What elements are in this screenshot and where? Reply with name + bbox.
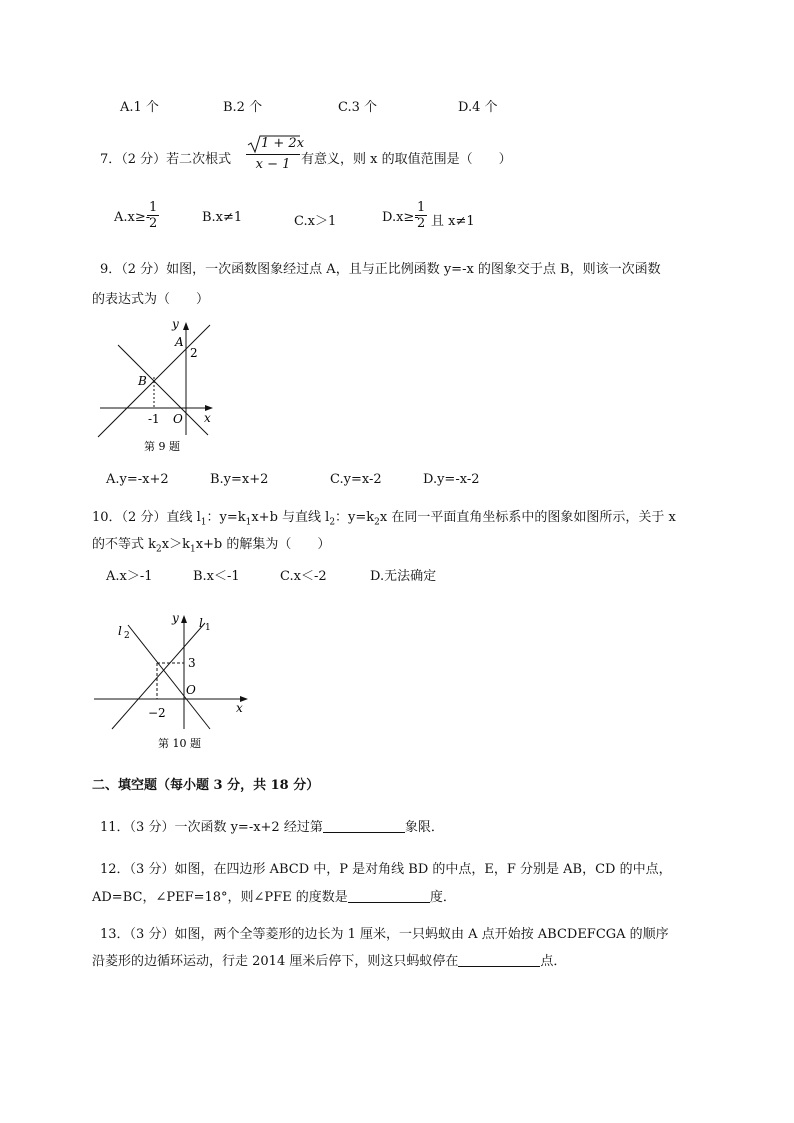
subscript: 1 [200, 517, 207, 528]
q7-radicand: 1 + 2x [261, 136, 305, 151]
subscript: 2 [374, 517, 380, 528]
q12-prefix: AD=BC，∠PEF=18°，则∠PFE 的度数是 [92, 890, 348, 905]
q13-line-2 [92, 950, 566, 969]
q7-denominator: x − 1 [255, 157, 291, 172]
q6-option-b: B.2 个 [223, 100, 263, 115]
q10-option-a: A.x＞-1 [106, 569, 153, 584]
fraction-numerator: 1 [149, 200, 158, 215]
q9-line-1: 9．（2 分）如图，一次函数图象经过点 A，且与正比例函数 y=-x 的图象交于点 B，则该一次函数 [100, 262, 661, 277]
subscript: 2 [156, 544, 162, 555]
q12-answer-blank[interactable] [348, 890, 430, 903]
q7-option-c: C.x＞1 [294, 214, 337, 229]
q9-label-2: 2 [190, 346, 198, 360]
q9-line-2: 的表达式为（ ） [92, 292, 210, 307]
q10-option-c: C.x＜-2 [280, 569, 327, 584]
q9-label-neg1: -1 [148, 412, 160, 426]
q10-label-neg2: −2 [148, 706, 166, 720]
q7-option-d: D.x≥- [382, 210, 419, 225]
q9-label-y: y [172, 317, 179, 331]
q10-option-d: D.无法确定 [370, 569, 437, 584]
fraction-denominator: 2 [149, 216, 158, 231]
subscript: 1 [245, 517, 252, 528]
q9-figure-caption: 第 9 题 [144, 440, 180, 453]
q12-line-1: 12．（3 分）如图，在四边形 ABCD 中，P 是对角线 BD 的中点，E，F 分别是 AB，CD 的中点， [100, 862, 672, 877]
q10-label-3: 3 [188, 656, 196, 670]
q9-label-b: B [138, 374, 147, 388]
q9-figure [96, 315, 226, 460]
q9-option-c: C.y=x-2 [330, 472, 382, 487]
q10-label-l1: l [199, 616, 203, 630]
y-axis-arrow-icon [183, 322, 189, 330]
q10-text: x 在同一平面直角坐标系中的图象如图所示，关于 x [379, 510, 676, 525]
q10-option-b: B.x＜-1 [193, 569, 240, 584]
q12-line-2 [92, 886, 456, 905]
q7-fraction [246, 134, 305, 172]
q9-option-d: D.y=-x-2 [423, 472, 480, 487]
q6-option-a: A.1 个 [120, 100, 159, 115]
q10-text: ：y=k [335, 510, 375, 525]
q10-label-o: O [186, 683, 196, 697]
q10-figure [90, 605, 255, 755]
q7-option-b: B.x≠1 [202, 210, 243, 225]
q9-label-a: A [175, 335, 184, 349]
subscript: 2 [329, 517, 336, 528]
q10-figure-caption: 第 10 题 [158, 737, 201, 750]
q10-line-1 [92, 506, 676, 528]
q10-text: ：y=k [206, 510, 246, 525]
q10-label-y: y [172, 611, 179, 625]
q10-line-2 [92, 533, 330, 555]
q10-label-l2: l [118, 624, 122, 638]
q10-text: x＞k [161, 537, 190, 552]
q7-option-a-fraction [147, 200, 159, 231]
q10-text: 的不等式 k [92, 537, 157, 552]
q10-label-l1-sub: 1 [205, 623, 211, 633]
q9-option-a: A.y=-x+2 [106, 472, 169, 487]
q7-prefix: 7．（2 分）若二次根式 [100, 152, 232, 167]
q11-prefix: 11．（3 分）一次函数 y=-x+2 经过第 [100, 820, 323, 835]
q13-prefix: 沿菱形的边循环运动，行走 2014 厘米后停下，则这只蚂蚁停在 [92, 954, 459, 969]
q10-label-l2-sub: 2 [124, 631, 130, 641]
q13-line-1: 13．（3 分）如图，两个全等菱形的边长为 1 厘米，一只蚂蚁由 A 点开始按 ABCDEFCGA 的顺序 [100, 927, 669, 942]
q10-text: 10．（2 分）直线 l [92, 510, 201, 525]
q7-option-d-suffix: 且 x≠1 [431, 214, 475, 229]
q12-suffix: 度． [429, 890, 456, 905]
line-l2 [128, 625, 210, 729]
q11-suffix: 象限． [404, 820, 444, 835]
q13-answer-blank[interactable] [458, 954, 540, 967]
q7-option-a: A.x≥- [114, 210, 151, 225]
q11-answer-blank[interactable] [323, 820, 405, 833]
y-axis-arrow-icon [181, 615, 187, 623]
q9-option-b: B.y=x+2 [210, 472, 269, 487]
q9-label-o: O [173, 412, 183, 426]
q7-option-d-fraction [415, 200, 427, 231]
fraction-denominator: 2 [417, 216, 426, 231]
q10-text: x+b 与直线 l [251, 510, 330, 525]
q6-option-c: C.3 个 [338, 100, 378, 115]
q9-label-x: x [204, 411, 211, 425]
q10-text: x+b 的解集为（ ） [195, 537, 331, 552]
subscript: 1 [189, 544, 196, 555]
question-11 [100, 816, 444, 835]
section-2-heading: 二、填空题（每小题 3 分，共 18 分） [92, 778, 320, 793]
fraction-numerator: 1 [417, 200, 426, 215]
q10-label-x: x [236, 701, 243, 715]
q6-option-d: D.4 个 [458, 100, 498, 115]
q13-suffix: 点． [540, 954, 567, 969]
q7-suffix: 有意义，则 x 的取值范围是（ ） [301, 152, 512, 167]
